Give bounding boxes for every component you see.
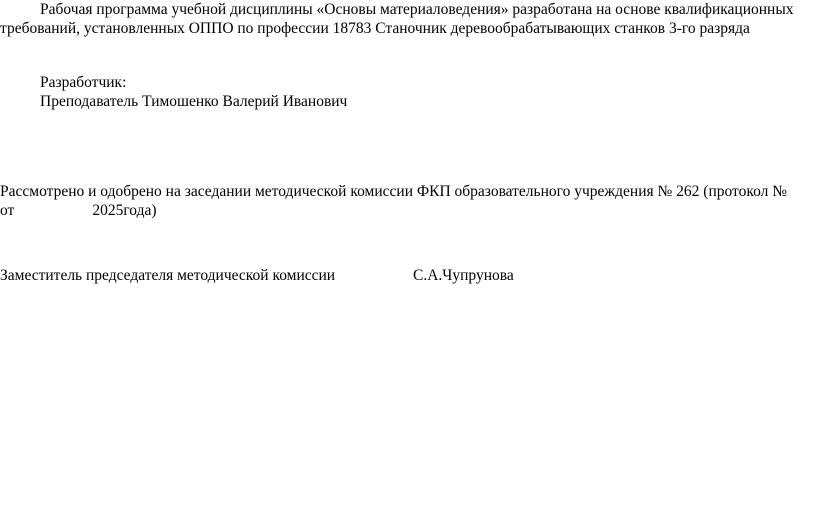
signature-role: Заместитель председателя методической комиссии bbox=[0, 267, 336, 284]
intro-line-1: Рабочая программа учебной дисциплины «Основы материаловедения» разработана на основе квалификационных bbox=[40, 1, 794, 18]
developer-name: Преподаватель Тимошенко Валерий Иванович bbox=[40, 93, 348, 110]
approval-line-2 bbox=[0, 202, 157, 220]
signature-name: С.А.Чупрунова bbox=[413, 267, 514, 284]
approval-date-prefix: от bbox=[0, 202, 15, 219]
developer-label: Разработчик: bbox=[40, 74, 127, 91]
intro-line-2: требований, установленных ОППО по профессии 18783 Станочник деревообрабатывающих станков 3-го разряда bbox=[0, 20, 750, 37]
approval-date-suffix: 2025года) bbox=[92, 202, 157, 219]
approval-line-1: Рассмотрено и одобрено на заседании методической комиссии ФКП образовательного учреждения № 262 (протокол № bbox=[0, 183, 788, 200]
